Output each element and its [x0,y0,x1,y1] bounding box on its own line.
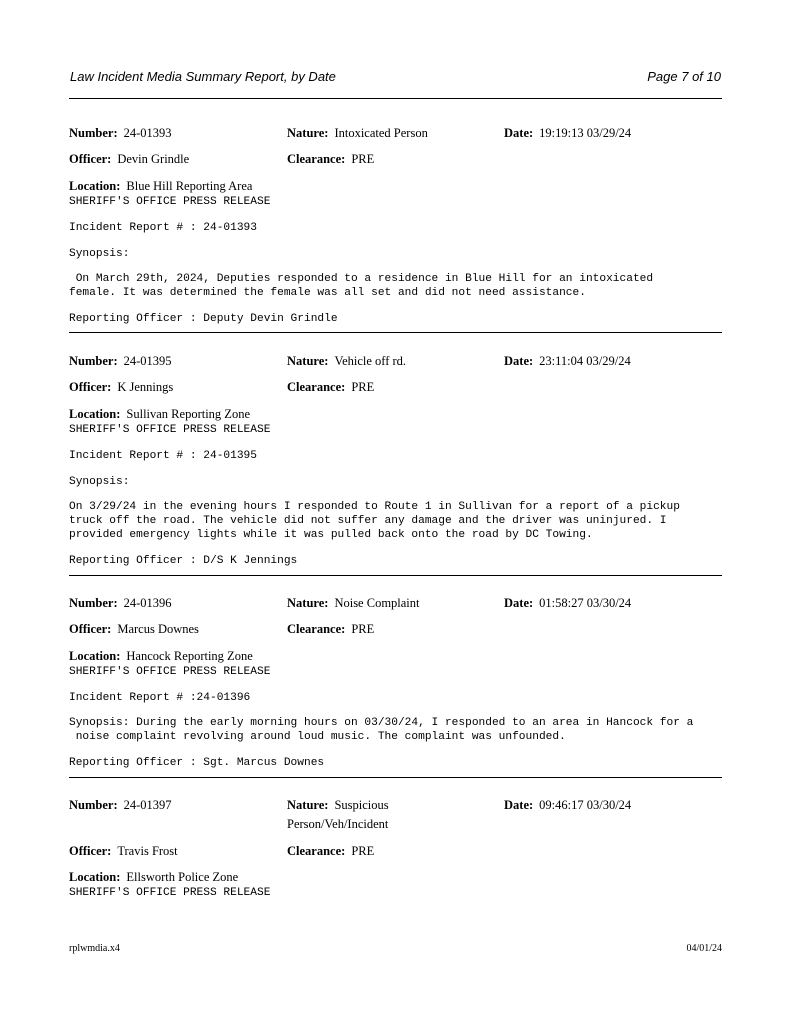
incident-officer: Officer: K Jennings [69,380,174,394]
footer-print-date: 04/01/24 [686,943,722,954]
report-title: Law Incident Media Summary Report, by Date [70,69,336,84]
synopsis-label: Synopsis: [69,248,130,260]
press-release-label: SHERIFF'S OFFICE PRESS RELEASE [69,424,271,436]
incident-report-number: Incident Report # : 24-01393 [69,222,257,234]
incident-clearance: Clearance: PRE [287,380,375,394]
incident-number: Number: 24-01396 [69,596,172,610]
incident-number: Number: 24-01393 [69,126,172,140]
footer-report-code: rplwmdia.x4 [69,943,120,954]
incident-date: Date: 23:11:04 03/29/24 [504,354,631,368]
incident-clearance: Clearance: PRE [287,844,375,858]
incident-location: Location: Sullivan Reporting Zone [69,407,250,421]
reporting-officer: Reporting Officer : Deputy Devin Grindle [69,313,338,325]
incident-nature: Nature: Noise Complaint [287,596,420,610]
incident-location: Location: Ellsworth Police Zone [69,870,239,884]
incident-date: Date: 01:58:27 03/30/24 [504,596,632,610]
incident-number: Number: 24-01397 [69,798,172,812]
reporting-officer: Reporting Officer : Sgt. Marcus Downes [69,757,325,769]
synopsis-text: Synopsis: During the early morning hours on 03/30/24, I responded to an area in Hancock for a noise complaint revolving around loud music. The complaint was unfounded. [69,717,694,743]
incident-date: Date: 09:46:17 03/30/24 [504,798,632,812]
incident-divider [69,777,722,778]
incident-officer: Officer: Marcus Downes [69,622,199,636]
press-release-label: SHERIFF'S OFFICE PRESS RELEASE [69,666,271,678]
incident-nature-continued: Person/Veh/Incident [287,817,389,831]
incident-report-number: Incident Report # :24-01396 [69,692,251,704]
press-release-label: SHERIFF'S OFFICE PRESS RELEASE [69,887,271,899]
incident-nature: Nature: Vehicle off rd. [287,354,407,368]
press-release-label: SHERIFF'S OFFICE PRESS RELEASE [69,196,271,208]
incident-officer: Officer: Devin Grindle [69,152,190,166]
page-number: Page 7 of 10 [647,69,721,84]
synopsis-text: On March 29th, 2024, Deputies responded to a residence in Blue Hill for an intoxicated female. It was determined the female was all set and did not need assistance. [69,273,654,299]
synopsis-label: Synopsis: [69,476,130,488]
synopsis-text: On 3/29/24 in the evening hours I responded to Route 1 in Sullivan for a report of a pickup truck off the road. The vehicle did not suffer any damage and the driver was uninjured. I provided emergency lights while it was pulled back onto the road by DC Towing. [69,501,680,541]
reporting-officer: Reporting Officer : D/S K Jennings [69,555,298,567]
incident-location: Location: Blue Hill Reporting Area [69,179,253,193]
header-divider [69,98,722,99]
incident-number: Number: 24-01395 [69,354,172,368]
incident-clearance: Clearance: PRE [287,152,375,166]
incident-clearance: Clearance: PRE [287,622,375,636]
incident-location: Location: Hancock Reporting Zone [69,649,253,663]
incident-nature: Nature: Suspicious [287,798,389,812]
incident-report-number: Incident Report # : 24-01395 [69,450,257,462]
incident-officer: Officer: Travis Frost [69,844,178,858]
incident-divider [69,332,722,333]
incident-divider [69,575,722,576]
incident-date: Date: 19:19:13 03/29/24 [504,126,632,140]
incident-nature: Nature: Intoxicated Person [287,126,428,140]
